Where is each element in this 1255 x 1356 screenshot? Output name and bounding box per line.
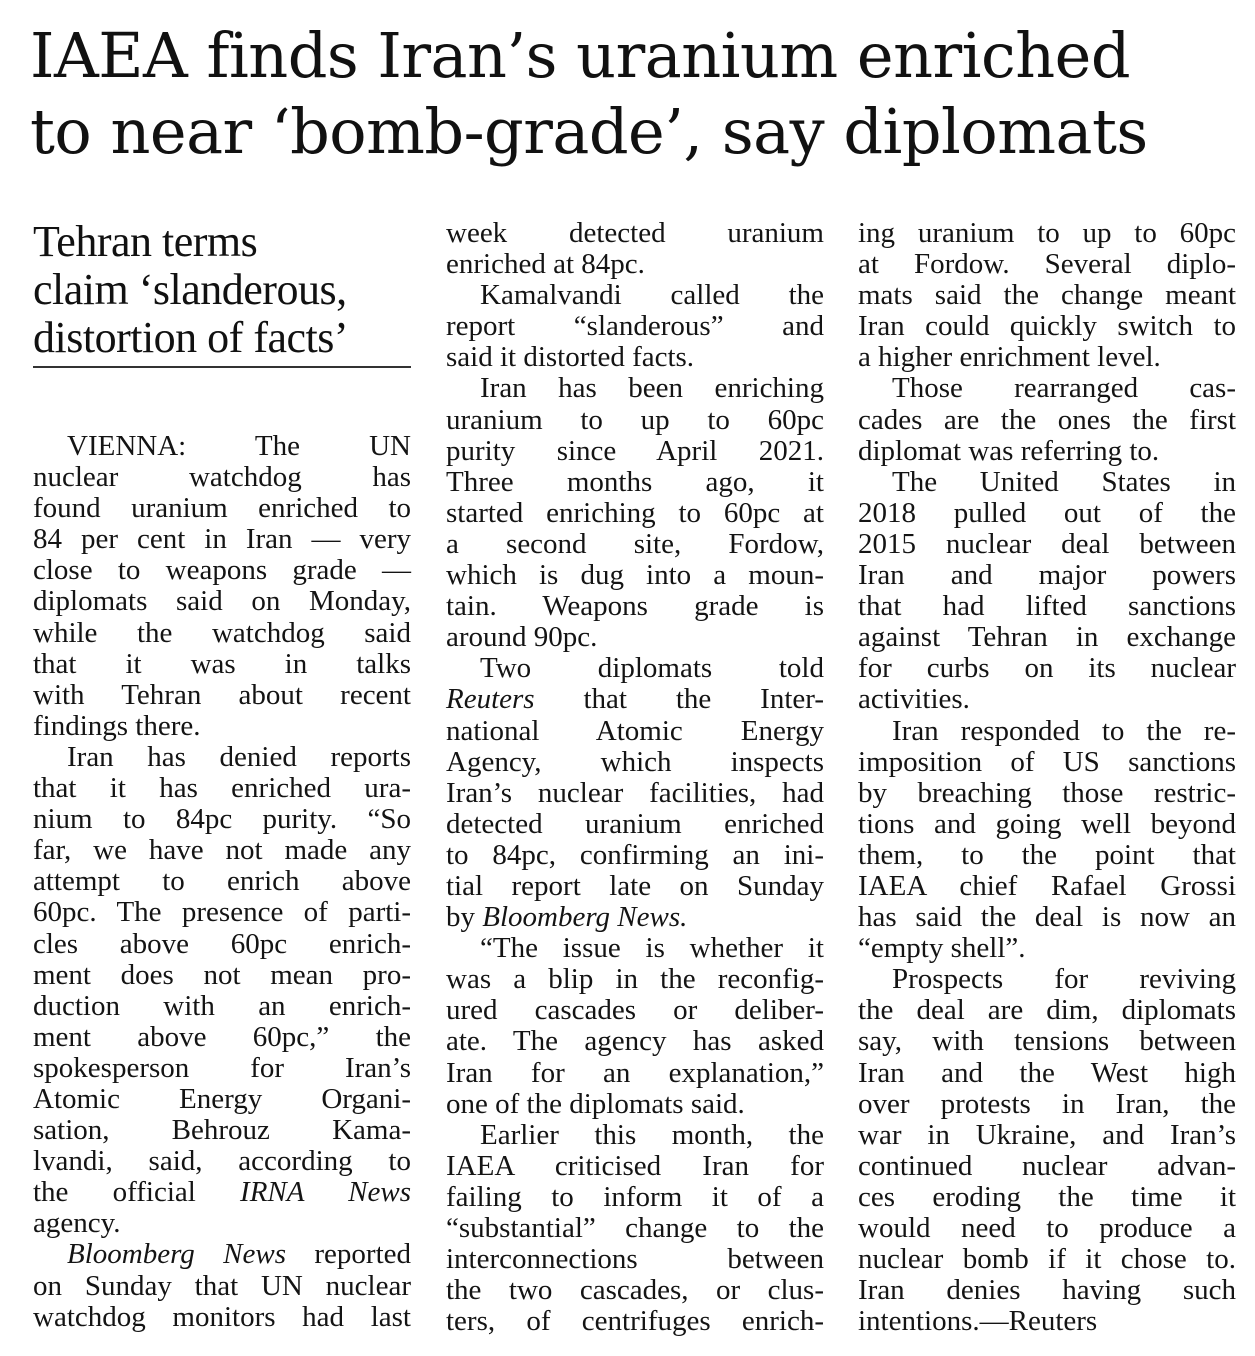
text-line: mats said the change meant bbox=[858, 279, 1236, 312]
text-line: around 90pc. bbox=[446, 621, 598, 654]
text-line: say, with tensions between bbox=[858, 1025, 1236, 1058]
text-line: was a blip in the reconfig- bbox=[446, 963, 824, 996]
text-line: 2018 pulled out of the bbox=[858, 496, 1236, 529]
text-line: close to weapons grade — bbox=[33, 554, 411, 587]
subheadline-line: Tehran terms bbox=[33, 217, 258, 266]
article-column-3 bbox=[858, 218, 1236, 1337]
text-line: failing to inform it of a bbox=[446, 1180, 824, 1213]
text-line: activities. bbox=[858, 683, 970, 716]
text-line: “substantial” change to the bbox=[446, 1212, 824, 1244]
text-line: would need to produce a bbox=[858, 1212, 1236, 1244]
text-line: that it has enriched ura- bbox=[33, 772, 411, 805]
text-line: found uranium enriched to bbox=[33, 492, 411, 525]
headline bbox=[30, 18, 1230, 170]
text-line: 2015 nuclear deal between bbox=[858, 527, 1236, 560]
text-line: which is dug into a moun- bbox=[446, 559, 824, 592]
text-line: The United States in bbox=[892, 465, 1236, 498]
text-line: cles above 60pc enrich- bbox=[33, 927, 411, 960]
text-line: report “slanderous” and bbox=[446, 310, 824, 343]
text-line: a second site, Fordow, bbox=[446, 527, 824, 560]
subheadline bbox=[33, 218, 411, 368]
text-segment: the official bbox=[33, 1176, 196, 1209]
subheadline-line: distortion of facts’ bbox=[33, 313, 349, 362]
text-line: against Tehran in exchange bbox=[858, 621, 1236, 654]
text-line: Kamalvandi called the bbox=[480, 279, 824, 312]
text-line: with Tehran about recent bbox=[33, 678, 411, 711]
text-line: week detected uranium bbox=[446, 217, 824, 249]
text-segment: by bbox=[446, 901, 475, 934]
text-line: war in Ukraine, and Iran’s bbox=[858, 1118, 1236, 1151]
text-line: one of the diplomats said. bbox=[446, 1087, 745, 1120]
text-line: the two cascades, or clus- bbox=[446, 1274, 824, 1307]
text-line: the deal are dim, diplomats bbox=[858, 994, 1236, 1027]
text-line: nuclear watchdog has bbox=[33, 461, 411, 494]
text-line: Iran and major powers bbox=[858, 559, 1236, 592]
text-line: that had lifted sanctions bbox=[858, 590, 1236, 623]
text-line: 60pc. The presence of parti- bbox=[33, 896, 411, 929]
text-line: for curbs on its nuclear bbox=[858, 652, 1236, 685]
text-line bbox=[446, 902, 824, 933]
text-line: detected uranium enriched bbox=[446, 807, 824, 840]
text-line: diplomat was referring to. bbox=[858, 434, 1160, 467]
text-line: lvandi, said, according to bbox=[33, 1145, 411, 1178]
text-line: Iran denies having such bbox=[858, 1274, 1236, 1307]
text-line: at Fordow. Several diplo- bbox=[858, 248, 1236, 281]
text-line: purity since April 2021. bbox=[446, 434, 824, 467]
text-line: diplomats said on Monday, bbox=[33, 585, 411, 618]
text-line: enriched at 84pc. bbox=[446, 248, 645, 281]
text-line: Those rearranged cas- bbox=[892, 372, 1236, 405]
dateline-text-line: VIENNA: The UN bbox=[67, 430, 411, 462]
publication-name: IRNA News bbox=[240, 1176, 411, 1209]
text-line: has said the deal is now an bbox=[858, 901, 1236, 934]
text-line: Iran has been enriching bbox=[480, 372, 824, 405]
text-line: nuclear bomb if it chose to. bbox=[858, 1243, 1236, 1276]
text-line bbox=[446, 684, 824, 715]
text-line: interconnections between bbox=[446, 1243, 824, 1276]
publication-name: Bloomberg News. bbox=[482, 901, 688, 934]
text-line: Iran has denied reports bbox=[67, 740, 411, 773]
headline-line: to near ‘bomb-grade’, say diplomats bbox=[30, 95, 1148, 168]
text-line: agency. bbox=[33, 1207, 121, 1240]
text-line: “empty shell”. bbox=[858, 932, 1026, 965]
text-line: while the watchdog said bbox=[33, 616, 411, 649]
text-line: ured cascades or deliber- bbox=[446, 994, 824, 1027]
text-line: ters, of centrifuges enrich- bbox=[446, 1305, 824, 1338]
headline-line: IAEA finds Iran’s uranium enriched bbox=[30, 19, 1131, 92]
text-line bbox=[33, 1177, 411, 1208]
text-segment: reported bbox=[314, 1238, 412, 1271]
text-line: uranium to up to 60pc bbox=[446, 403, 824, 436]
text-line: started enriching to 60pc at bbox=[446, 496, 824, 529]
text-line: ate. The agency has asked bbox=[446, 1025, 824, 1058]
publication-name: Bloomberg News bbox=[67, 1238, 287, 1271]
text-line: continued nuclear advan- bbox=[858, 1149, 1236, 1182]
text-line: far, we have not made any bbox=[33, 834, 411, 867]
text-line: Agency, which inspects bbox=[446, 745, 824, 778]
text-line: Atomic Energy Organi- bbox=[33, 1082, 411, 1115]
subheadline-line: claim ‘slanderous, bbox=[33, 265, 347, 314]
text-line: watchdog monitors had last bbox=[33, 1300, 411, 1333]
text-line: ing uranium to up to 60pc bbox=[858, 217, 1236, 249]
text-line: nium to 84pc purity. “So bbox=[33, 803, 411, 836]
text-line: tions and going well beyond bbox=[858, 807, 1236, 840]
text-line: ment does not mean pro- bbox=[33, 958, 411, 991]
text-line: on Sunday that UN nuclear bbox=[33, 1269, 411, 1302]
text-line: findings there. bbox=[33, 709, 201, 742]
text-line: said it distorted facts. bbox=[446, 341, 695, 374]
subheadline-spacing bbox=[33, 368, 411, 431]
text-line: over protests in Iran, the bbox=[858, 1087, 1236, 1120]
text-line: Iran’s nuclear facilities, had bbox=[446, 776, 824, 809]
text-line: to 84pc, confirming an ini- bbox=[446, 838, 824, 871]
text-line: ces eroding the time it bbox=[858, 1180, 1236, 1213]
text-segment: that the Inter- bbox=[583, 683, 824, 716]
text-line: imposition of US sanctions bbox=[858, 745, 1236, 778]
article-column-2 bbox=[446, 218, 824, 1337]
text-line: tain. Weapons grade is bbox=[446, 590, 824, 623]
text-line: IAEA chief Rafael Grossi bbox=[858, 869, 1236, 902]
text-line: 84 per cent in Iran — very bbox=[33, 523, 411, 556]
text-line: Iran could quickly switch to bbox=[858, 310, 1236, 343]
text-line: by breaching those restric- bbox=[858, 776, 1236, 809]
text-line: Prospects for reviving bbox=[892, 963, 1236, 996]
publication-name: Reuters bbox=[446, 683, 535, 716]
text-line bbox=[33, 1239, 411, 1270]
text-line: “The issue is whether it bbox=[480, 932, 824, 965]
text-line: attempt to enrich above bbox=[33, 865, 411, 898]
text-line: IAEA criticised Iran for bbox=[446, 1149, 824, 1182]
text-line: ment above 60pc,” the bbox=[33, 1020, 411, 1053]
text-line: national Atomic Energy bbox=[446, 714, 824, 747]
text-line: cades are the ones the first bbox=[858, 403, 1236, 436]
text-line: them, to the point that bbox=[858, 838, 1236, 871]
text-line: Three months ago, it bbox=[446, 465, 824, 498]
text-line: sation, Behrouz Kama- bbox=[33, 1114, 411, 1147]
text-line: spokesperson for Iran’s bbox=[33, 1051, 411, 1084]
text-line: a higher enrichment level. bbox=[858, 341, 1161, 374]
text-line: intentions.—Reuters bbox=[858, 1305, 1098, 1338]
text-line: Iran and the West high bbox=[858, 1056, 1236, 1089]
text-line: duction with an enrich- bbox=[33, 989, 411, 1022]
text-line: Iran for an explanation,” bbox=[446, 1056, 824, 1089]
text-line: Iran responded to the re- bbox=[892, 714, 1236, 747]
text-line: Two diplomats told bbox=[480, 652, 824, 685]
article-column-1 bbox=[33, 218, 411, 1333]
text-line: that it was in talks bbox=[33, 647, 411, 680]
text-line: tial report late on Sunday bbox=[446, 869, 824, 902]
text-line: Earlier this month, the bbox=[480, 1118, 824, 1151]
